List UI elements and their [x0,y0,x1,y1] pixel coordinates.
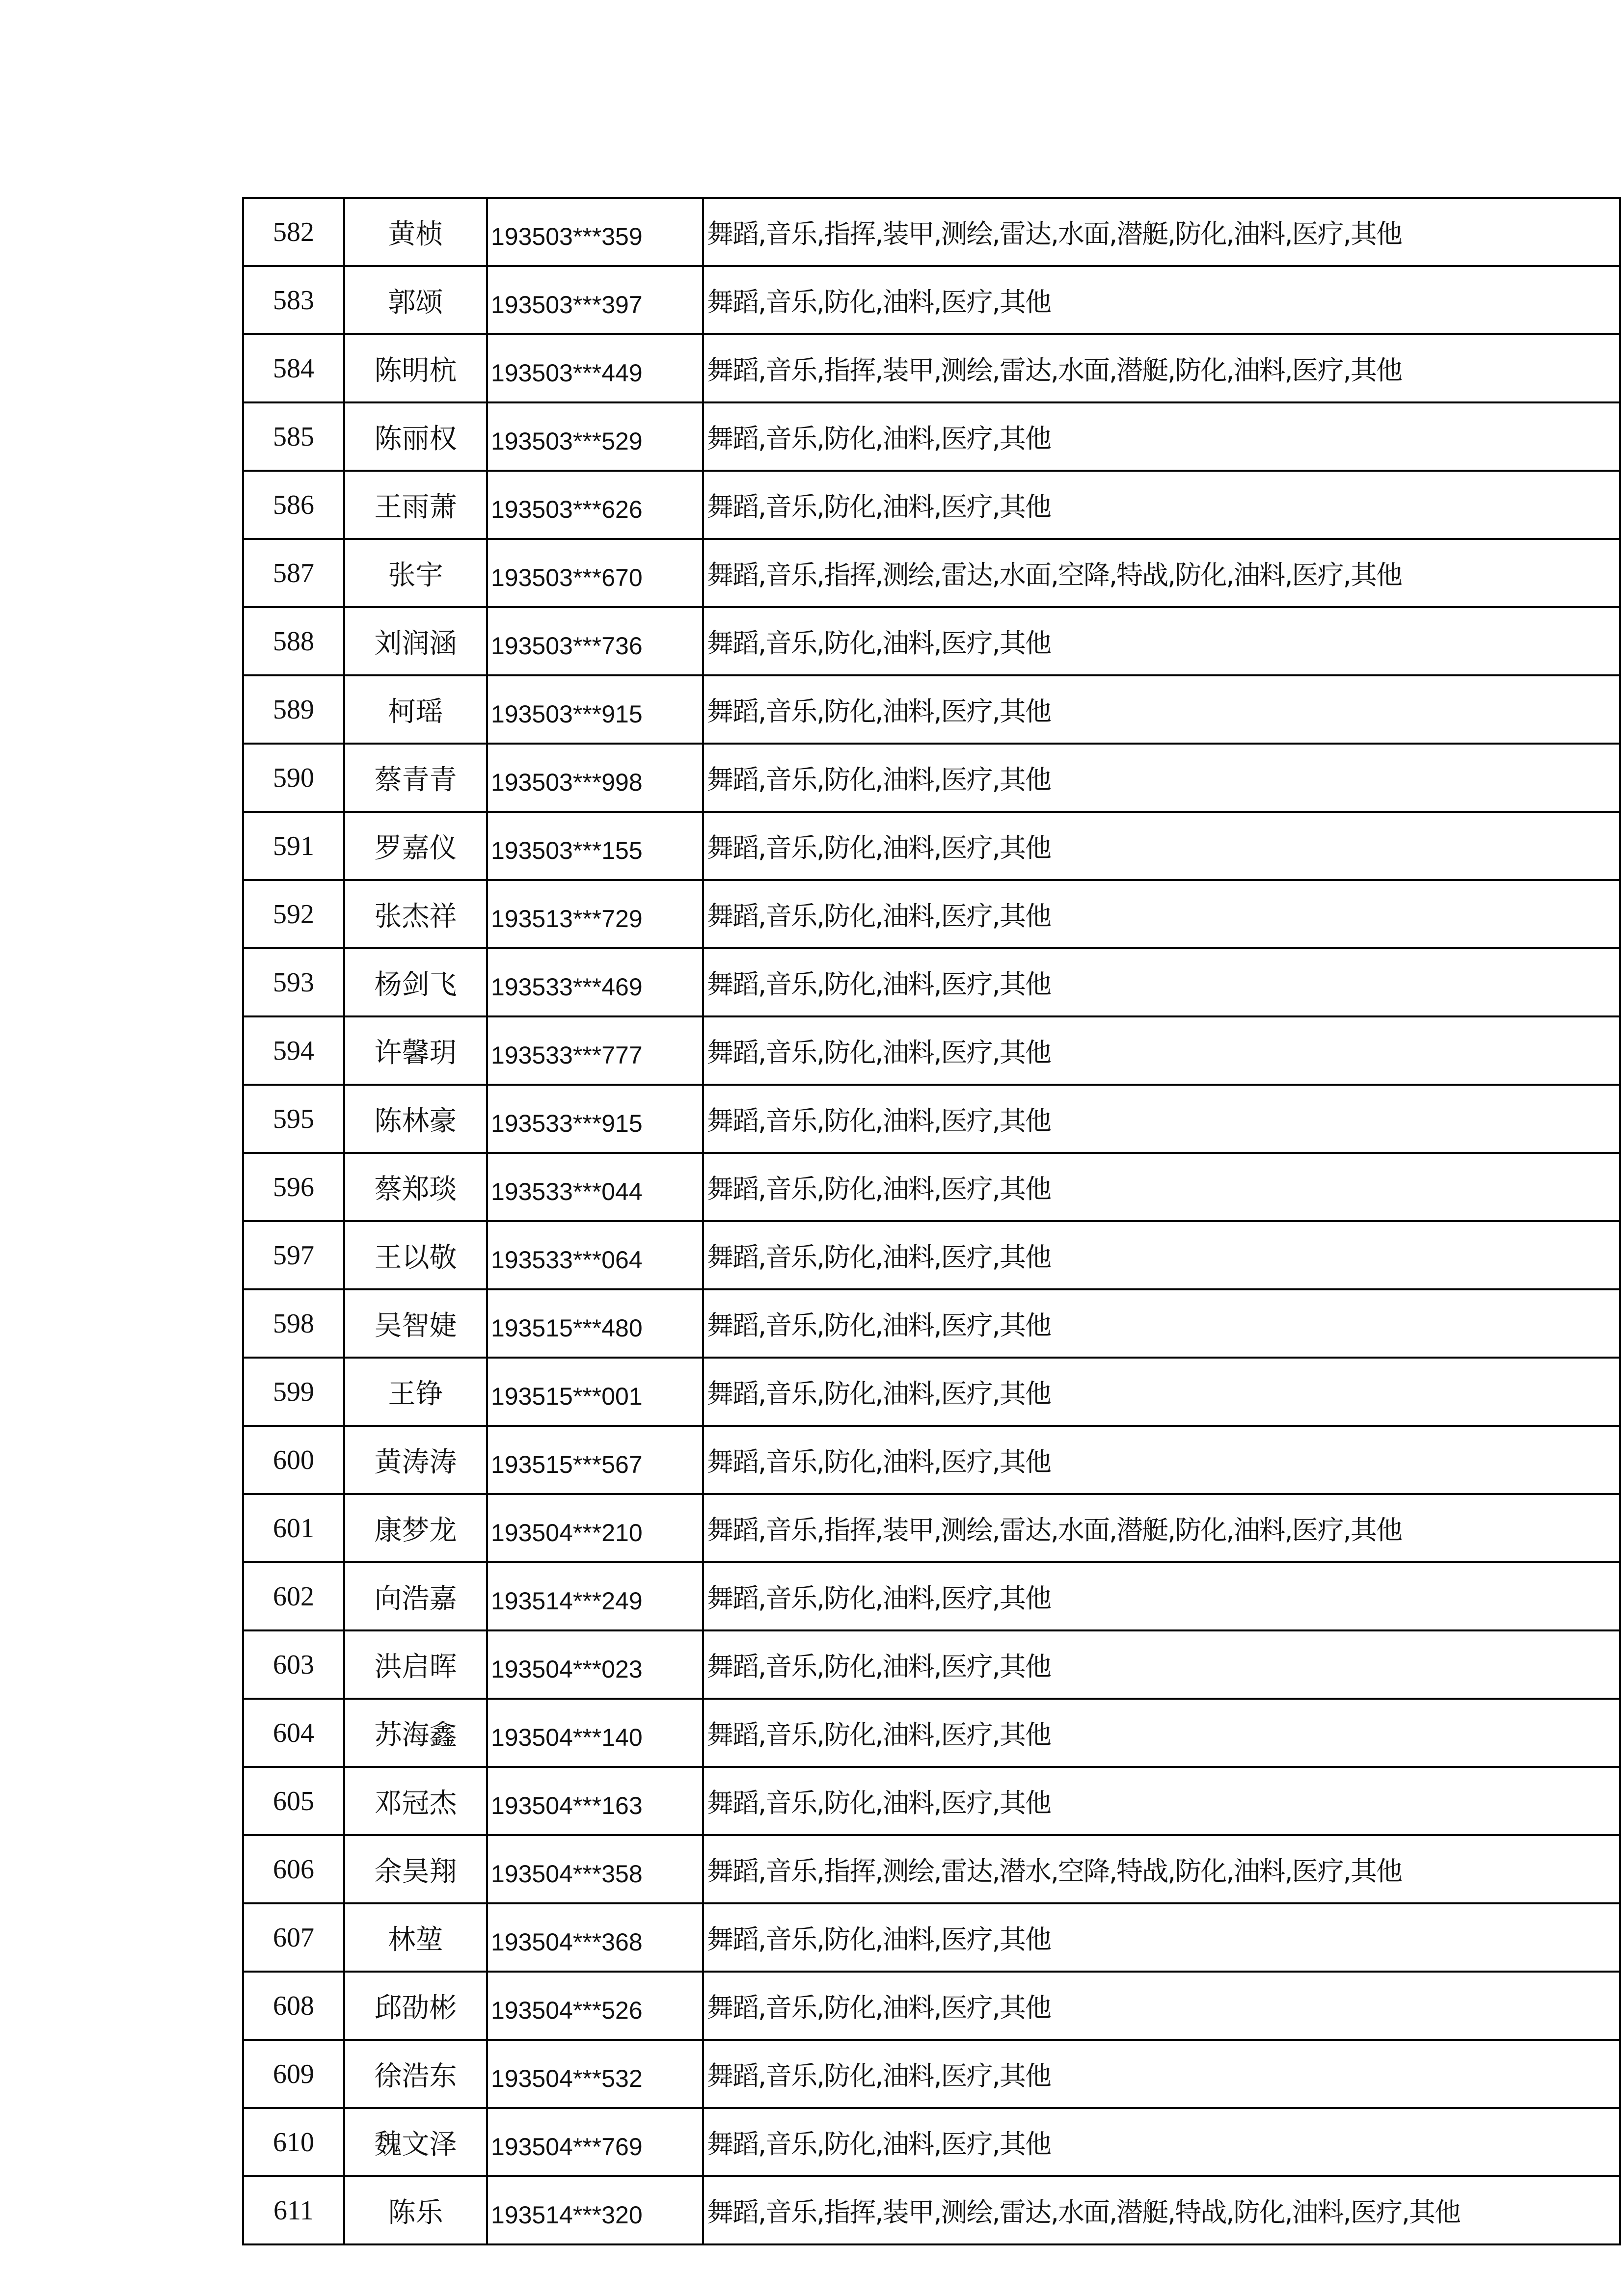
row-number-cell: 583 [243,266,344,334]
name-cell: 邓冠杰 [344,1767,487,1835]
id-number-cell: 193503***736 [487,607,703,675]
table-row [243,880,1620,948]
row-number-cell: 609 [243,2040,344,2108]
name-cell: 徐浩东 [344,2040,487,2108]
table-row [243,1562,1620,1630]
exempt-items-cell: 舞蹈,音乐,防化,油料,医疗,其他 [703,1562,1620,1630]
name-cell: 陈明杭 [344,334,487,402]
table-row [243,539,1620,607]
table-row [243,2040,1620,2108]
table-row [243,1972,1620,2040]
name-cell: 王雨萧 [344,471,487,539]
name-cell: 洪启晖 [344,1630,487,1699]
exempt-items-cell: 舞蹈,音乐,防化,油料,医疗,其他 [703,607,1620,675]
id-number-cell: 193515***567 [487,1426,703,1494]
exempt-items-cell: 舞蹈,音乐,指挥,装甲,测绘,雷达,水面,潜艇,防化,油料,医疗,其他 [703,334,1620,402]
table-row [243,1221,1620,1289]
id-number-cell: 193533***044 [487,1153,703,1221]
name-cell: 邱劭彬 [344,1972,487,2040]
exempt-items-cell: 舞蹈,音乐,指挥,装甲,测绘,雷达,水面,潜艇,特战,防化,油料,医疗,其他 [703,2176,1620,2244]
row-number-cell: 591 [243,812,344,880]
name-cell: 黄涛涛 [344,1426,487,1494]
exempt-items-cell: 舞蹈,音乐,防化,油料,医疗,其他 [703,1426,1620,1494]
exempt-items-cell: 舞蹈,音乐,防化,油料,医疗,其他 [703,266,1620,334]
name-cell: 陈林豪 [344,1085,487,1153]
name-cell: 余昊翔 [344,1835,487,1903]
name-cell: 陈丽权 [344,402,487,471]
name-cell: 黄桢 [344,198,487,266]
exempt-items-cell: 舞蹈,音乐,防化,油料,医疗,其他 [703,2108,1620,2176]
exempt-items-cell: 舞蹈,音乐,防化,油料,医疗,其他 [703,1085,1620,1153]
row-number-cell: 607 [243,1903,344,1972]
row-number-cell: 611 [243,2176,344,2244]
name-cell: 魏文泽 [344,2108,487,2176]
exempt-items-cell: 舞蹈,音乐,防化,油料,医疗,其他 [703,1972,1620,2040]
id-number-cell: 193514***320 [487,2176,703,2244]
exempt-items-cell: 舞蹈,音乐,防化,油料,医疗,其他 [703,880,1620,948]
id-number-cell: 193514***249 [487,1562,703,1630]
exempt-items-cell: 舞蹈,音乐,指挥,测绘,雷达,水面,空降,特战,防化,油料,医疗,其他 [703,539,1620,607]
exempt-items-cell: 舞蹈,音乐,防化,油料,医疗,其他 [703,675,1620,744]
name-cell: 陈乐 [344,2176,487,2244]
row-number-cell: 590 [243,744,344,812]
name-cell: 蔡郑琰 [344,1153,487,1221]
table-row [243,266,1620,334]
name-cell: 柯瑶 [344,675,487,744]
roster-table [242,197,1621,2245]
row-number-cell: 586 [243,471,344,539]
row-number-cell: 603 [243,1630,344,1699]
table-row [243,1358,1620,1426]
id-number-cell: 193533***777 [487,1016,703,1085]
id-number-cell: 193504***769 [487,2108,703,2176]
table-row [243,2176,1620,2244]
name-cell: 郭颂 [344,266,487,334]
table-row [243,1903,1620,1972]
name-cell: 苏海鑫 [344,1699,487,1767]
exempt-items-cell: 舞蹈,音乐,防化,油料,医疗,其他 [703,1358,1620,1426]
table-row [243,1016,1620,1085]
table-row [243,334,1620,402]
row-number-cell: 594 [243,1016,344,1085]
id-number-cell: 193504***526 [487,1972,703,2040]
exempt-items-cell: 舞蹈,音乐,防化,油料,医疗,其他 [703,948,1620,1016]
table-row [243,1153,1620,1221]
name-cell: 蔡青青 [344,744,487,812]
table-row [243,1426,1620,1494]
table-row [243,1289,1620,1358]
row-number-cell: 598 [243,1289,344,1358]
exempt-items-cell: 舞蹈,音乐,防化,油料,医疗,其他 [703,1016,1620,1085]
row-number-cell: 604 [243,1699,344,1767]
id-number-cell: 193515***480 [487,1289,703,1358]
name-cell: 向浩嘉 [344,1562,487,1630]
row-number-cell: 592 [243,880,344,948]
table-row [243,1630,1620,1699]
name-cell: 王铮 [344,1358,487,1426]
row-number-cell: 584 [243,334,344,402]
exempt-items-cell: 舞蹈,音乐,防化,油料,医疗,其他 [703,1699,1620,1767]
name-cell: 杨剑飞 [344,948,487,1016]
exempt-items-cell: 舞蹈,音乐,防化,油料,医疗,其他 [703,1767,1620,1835]
id-number-cell: 193503***670 [487,539,703,607]
name-cell: 林堃 [344,1903,487,1972]
exempt-items-cell: 舞蹈,音乐,防化,油料,医疗,其他 [703,1153,1620,1221]
table-row [243,1835,1620,1903]
id-number-cell: 193503***397 [487,266,703,334]
id-number-cell: 193503***359 [487,198,703,266]
name-cell: 刘润涵 [344,607,487,675]
name-cell: 许馨玥 [344,1016,487,1085]
id-number-cell: 193513***729 [487,880,703,948]
id-number-cell: 193504***532 [487,2040,703,2108]
exempt-items-cell: 舞蹈,音乐,防化,油料,医疗,其他 [703,812,1620,880]
row-number-cell: 596 [243,1153,344,1221]
name-cell: 康梦龙 [344,1494,487,1562]
id-number-cell: 193503***155 [487,812,703,880]
row-number-cell: 597 [243,1221,344,1289]
id-number-cell: 193504***140 [487,1699,703,1767]
name-cell: 张宇 [344,539,487,607]
table-row [243,2108,1620,2176]
exempt-items-cell: 舞蹈,音乐,防化,油料,医疗,其他 [703,471,1620,539]
id-number-cell: 193504***368 [487,1903,703,1972]
id-number-cell: 193504***358 [487,1835,703,1903]
table-row [243,1699,1620,1767]
exempt-items-cell: 舞蹈,音乐,指挥,装甲,测绘,雷达,水面,潜艇,防化,油料,医疗,其他 [703,1494,1620,1562]
row-number-cell: 587 [243,539,344,607]
id-number-cell: 193515***001 [487,1358,703,1426]
row-number-cell: 610 [243,2108,344,2176]
id-number-cell: 193533***915 [487,1085,703,1153]
id-number-cell: 193504***163 [487,1767,703,1835]
row-number-cell: 601 [243,1494,344,1562]
id-number-cell: 193503***998 [487,744,703,812]
table-row [243,1085,1620,1153]
exempt-items-cell: 舞蹈,音乐,防化,油料,医疗,其他 [703,1903,1620,1972]
id-number-cell: 193503***529 [487,402,703,471]
name-cell: 王以敬 [344,1221,487,1289]
exempt-items-cell: 舞蹈,音乐,防化,油料,医疗,其他 [703,402,1620,471]
exempt-items-cell: 舞蹈,音乐,防化,油料,医疗,其他 [703,1630,1620,1699]
id-number-cell: 193503***626 [487,471,703,539]
id-number-cell: 193504***023 [487,1630,703,1699]
table-row [243,471,1620,539]
row-number-cell: 582 [243,198,344,266]
table-row [243,675,1620,744]
row-number-cell: 585 [243,402,344,471]
id-number-cell: 193503***915 [487,675,703,744]
table-row [243,948,1620,1016]
exempt-items-cell: 舞蹈,音乐,防化,油料,医疗,其他 [703,744,1620,812]
row-number-cell: 599 [243,1358,344,1426]
name-cell: 吴智婕 [344,1289,487,1358]
id-number-cell: 193504***210 [487,1494,703,1562]
row-number-cell: 588 [243,607,344,675]
row-number-cell: 608 [243,1972,344,2040]
id-number-cell: 193503***449 [487,334,703,402]
exempt-items-cell: 舞蹈,音乐,指挥,装甲,测绘,雷达,水面,潜艇,防化,油料,医疗,其他 [703,198,1620,266]
table-row [243,744,1620,812]
roster-body [243,198,1620,2244]
exempt-items-cell: 舞蹈,音乐,防化,油料,医疗,其他 [703,2040,1620,2108]
row-number-cell: 606 [243,1835,344,1903]
table-row [243,1494,1620,1562]
row-number-cell: 600 [243,1426,344,1494]
table-row [243,812,1620,880]
row-number-cell: 605 [243,1767,344,1835]
table-row [243,1767,1620,1835]
name-cell: 张杰祥 [344,880,487,948]
exempt-items-cell: 舞蹈,音乐,防化,油料,医疗,其他 [703,1289,1620,1358]
row-number-cell: 602 [243,1562,344,1630]
table-row [243,198,1620,266]
id-number-cell: 193533***469 [487,948,703,1016]
row-number-cell: 589 [243,675,344,744]
name-cell: 罗嘉仪 [344,812,487,880]
row-number-cell: 595 [243,1085,344,1153]
table-row [243,607,1620,675]
exempt-items-cell: 舞蹈,音乐,防化,油料,医疗,其他 [703,1221,1620,1289]
row-number-cell: 593 [243,948,344,1016]
exempt-items-cell: 舞蹈,音乐,指挥,测绘,雷达,潜水,空降,特战,防化,油料,医疗,其他 [703,1835,1620,1903]
id-number-cell: 193533***064 [487,1221,703,1289]
table-row [243,402,1620,471]
